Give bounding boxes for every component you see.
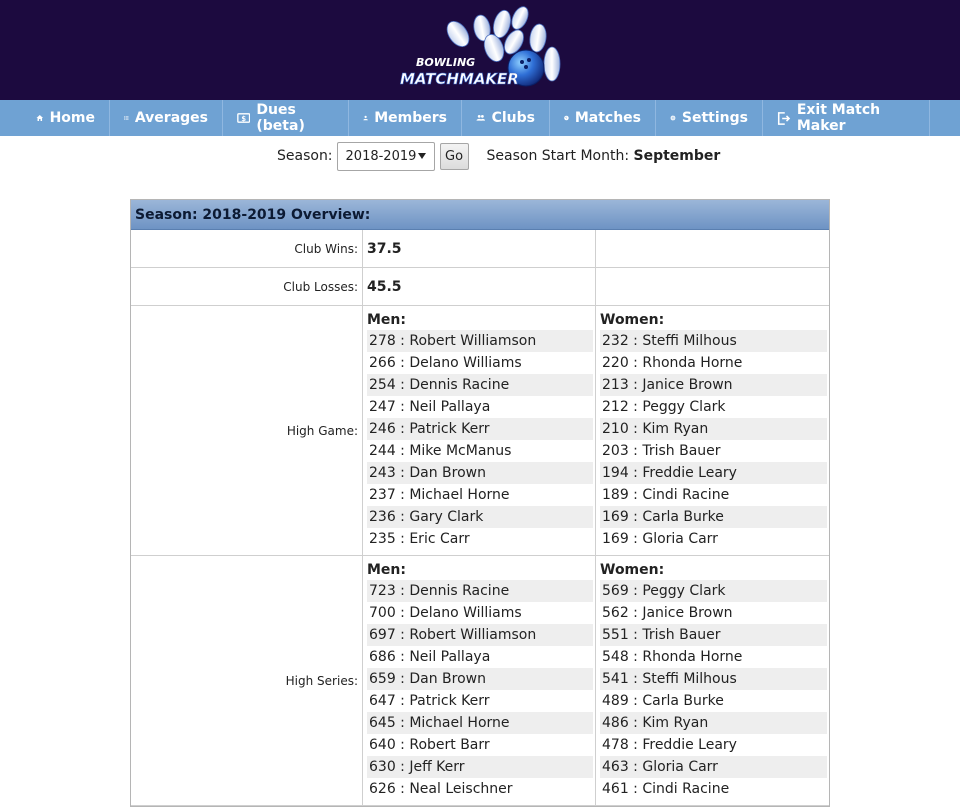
list-item: 203 : Trish Bauer [602,443,721,459]
list-item: 463 : Gloria Carr [600,756,827,778]
list-item: 700 : Delano Williams [369,605,522,621]
list-item: 723 : Dennis Racine [367,580,593,602]
gear-icon [670,110,676,126]
list-item: 478 : Freddie Leary [602,737,737,753]
list-item: 247 : Neil Pallaya [369,399,491,415]
row-high-series [131,556,829,806]
list-item: 461 : Cindi Racine [602,781,730,797]
list-item: 243 : Dan Brown [367,462,593,484]
list-item: 548 : Rhonda Horne [602,649,743,665]
club-wins-label: Club Wins: [131,230,363,267]
overview-title: Season: 2018-2019 Overview: [131,200,829,230]
high-game-women [596,306,829,555]
list-item: 489 : Carla Burke [602,693,724,709]
list-item: 647 : Patrick Kerr [369,693,490,709]
list-item: 189 : Cindi Racine [602,487,730,503]
nav-settings[interactable] [656,100,763,136]
list-item: 551 : Trish Bauer [600,624,827,646]
list-item: 213 : Janice Brown [600,374,827,396]
main-nav [0,100,960,136]
club-losses-label: Club Losses: [131,268,363,305]
list-item: 686 : Neil Pallaya [369,649,491,665]
user-icon [363,111,368,125]
nav-members-label: Members [374,110,447,126]
season-overview-table [130,199,830,807]
money-icon [237,111,250,125]
list-numbered-icon [124,111,129,125]
list-item: 254 : Dennis Racine [367,374,593,396]
season-start-value: September [633,148,721,164]
nav-settings-label: Settings [681,110,748,126]
high-series-men [363,556,596,805]
list-item: 194 : Freddie Leary [600,462,827,484]
season-start-label: Season Start Month: [486,148,630,164]
list-item: 210 : Kim Ryan [600,418,827,440]
list-item: 659 : Dan Brown [367,668,593,690]
nav-exit-label: Exit Match Maker [796,102,881,134]
home-icon [36,111,44,125]
season-bar [0,136,960,176]
nav-averages[interactable] [110,100,223,136]
high-series-label: High Series: [131,556,363,805]
list-item: 640 : Robert Barr [369,737,490,753]
list-item: 626 : Neal Leischner [369,781,513,797]
go-button[interactable]: Go [440,143,469,170]
season-select-value: 2018-2019 [345,148,417,164]
high-game-men-title: Men: [367,312,406,328]
season-label: Season: [277,148,333,164]
nav-home[interactable] [22,100,110,136]
season-select[interactable] [337,142,435,171]
nav-clubs[interactable] [462,100,550,136]
nav-home-label: Home [49,110,95,126]
row-club-wins [131,230,829,268]
nav-dues-label: Dues (beta) [256,102,305,134]
list-item: 244 : Mike McManus [369,443,512,459]
season-start-month [487,148,721,164]
logo-text-bowling: BOWLING [416,56,476,69]
list-item: 212 : Peggy Clark [602,399,726,415]
high-series-women-title: Women: [600,562,665,578]
list-item: 569 : Peggy Clark [600,580,827,602]
list-item: 266 : Delano Williams [369,355,522,371]
list-item: 169 : Carla Burke [600,506,827,528]
club-losses-value: 45.5 [367,278,402,295]
nav-dues[interactable] [223,100,349,136]
high-series-women [596,556,829,805]
header-banner [0,0,960,100]
list-item: 220 : Rhonda Horne [602,355,743,371]
bowling-ball-icon [564,111,569,125]
high-game-label: High Game: [131,306,363,555]
logo-text-matchmaker: MATCHMAKER [400,70,519,88]
list-item: 541 : Steffi Milhous [600,668,827,690]
row-high-game [131,306,829,556]
high-game-men [363,306,596,555]
list-item: 645 : Michael Horne [367,712,593,734]
list-item: 169 : Gloria Carr [602,531,718,547]
list-item: 486 : Kim Ryan [600,712,827,734]
list-item: 697 : Robert Williamson [367,624,593,646]
row-club-losses [131,268,829,306]
svg-text:$: $ [241,114,247,123]
club-wins-value: 37.5 [367,240,402,257]
high-series-men-title: Men: [367,562,406,578]
nav-clubs-label: Clubs [491,110,535,126]
list-item: 237 : Michael Horne [369,487,510,503]
chevron-down-icon [418,153,426,159]
nav-matches[interactable] [550,100,656,136]
exit-icon [777,111,791,126]
bowling-matchmaker-logo[interactable] [398,4,570,98]
list-item: 232 : Steffi Milhous [600,330,827,352]
nav-matches-label: Matches [574,110,641,126]
list-item: 562 : Janice Brown [602,605,733,621]
nav-averages-label: Averages [134,110,208,126]
nav-members[interactable] [349,100,462,136]
list-item: 246 : Patrick Kerr [367,418,593,440]
list-item: 630 : Jeff Kerr [367,756,593,778]
list-item: 235 : Eric Carr [369,531,470,547]
high-game-women-title: Women: [600,312,665,328]
list-item: 236 : Gary Clark [367,506,593,528]
list-item: 278 : Robert Williamson [367,330,593,352]
users-icon [476,111,486,125]
nav-exit[interactable] [763,100,930,136]
